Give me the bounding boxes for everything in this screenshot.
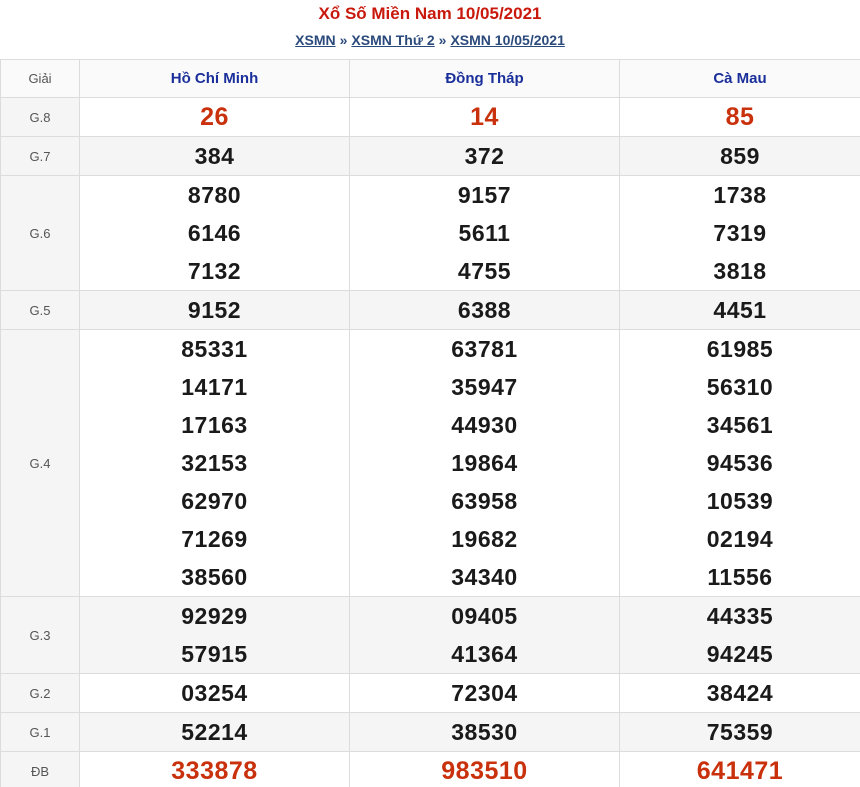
prize-column-header: Giải [1, 60, 80, 98]
result-cell [620, 674, 860, 713]
result-number: 10539 [706, 488, 774, 514]
result-cell [80, 98, 350, 137]
result-number: 41364 [451, 641, 518, 667]
result-number: 859 [720, 143, 760, 169]
breadcrumb-xsmn-thu2-link[interactable]: XSMN Thứ 2 [351, 32, 435, 48]
result-number: 6146 [187, 220, 242, 246]
breadcrumb-separator: » [438, 32, 447, 48]
breadcrumb [0, 28, 860, 52]
result-number: 09405 [451, 603, 518, 629]
result-number: 7132 [187, 258, 242, 284]
result-cell [620, 330, 860, 597]
table-header-row [1, 60, 860, 98]
result-cell [80, 137, 350, 176]
result-number: 8780 [187, 182, 242, 208]
result-number: 62970 [181, 488, 248, 514]
table-row [1, 176, 860, 291]
result-number: 641471 [696, 757, 784, 785]
prize-label: G.4 [1, 330, 80, 597]
result-number: 384 [194, 143, 235, 169]
results-table [0, 59, 860, 787]
prize-label: G.1 [1, 713, 80, 752]
page-title: Xổ Số Miền Nam 10/05/2021 [318, 4, 542, 23]
breadcrumb-separator: » [339, 32, 348, 48]
result-cell [350, 137, 620, 176]
result-number: 14171 [181, 374, 248, 400]
result-cell [80, 597, 350, 674]
result-number: 3818 [713, 258, 767, 284]
result-number: 19682 [451, 526, 518, 552]
table-row [1, 98, 860, 137]
result-number: 6388 [457, 297, 512, 323]
result-cell [350, 713, 620, 752]
province-header-ca-mau: Cà Mau [620, 60, 860, 98]
result-number: 4451 [713, 297, 767, 323]
result-cell [620, 137, 860, 176]
result-number: 75359 [706, 719, 774, 745]
result-number: 19864 [451, 450, 518, 476]
result-number: 38560 [181, 564, 248, 590]
result-number: 03254 [181, 680, 248, 706]
result-number: 1738 [713, 182, 767, 208]
result-cell [620, 713, 860, 752]
table-row [1, 597, 860, 674]
result-cell [620, 597, 860, 674]
result-number: 983510 [441, 757, 528, 785]
result-cell [620, 752, 860, 787]
prize-label: G.2 [1, 674, 80, 713]
result-number: 61985 [706, 336, 774, 362]
result-cell [350, 674, 620, 713]
table-row [1, 291, 860, 330]
result-number: 63781 [451, 336, 518, 362]
result-cell [80, 674, 350, 713]
result-cell [80, 330, 350, 597]
prize-label: G.5 [1, 291, 80, 330]
result-number: 17163 [181, 412, 248, 438]
result-number: 85 [725, 103, 755, 131]
result-cell [350, 330, 620, 597]
result-number: 52214 [181, 719, 248, 745]
result-number: 85331 [181, 336, 248, 362]
result-cell [350, 597, 620, 674]
table-row [1, 330, 860, 597]
result-cell [80, 291, 350, 330]
result-cell [80, 752, 350, 787]
table-row [1, 674, 860, 713]
result-number: 72304 [451, 680, 518, 706]
prize-label: G.8 [1, 98, 80, 137]
result-number: 14 [470, 103, 499, 131]
prize-label: G.3 [1, 597, 80, 674]
result-number: 34561 [706, 412, 774, 438]
prize-label: G.6 [1, 176, 80, 291]
breadcrumb-xsmn-link[interactable]: XSMN [295, 32, 336, 48]
result-number: 56310 [706, 374, 774, 400]
result-cell [80, 176, 350, 291]
result-number: 38424 [706, 680, 774, 706]
province-header-dong-thap: Đồng Tháp [350, 60, 620, 98]
result-number: 26 [200, 103, 229, 131]
province-header-ho-chi-minh: Hồ Chí Minh [80, 60, 350, 98]
result-number: 372 [464, 143, 505, 169]
result-cell [620, 291, 860, 330]
result-number: 57915 [181, 641, 248, 667]
result-number: 94245 [706, 641, 774, 667]
result-cell [620, 98, 860, 137]
result-number: 35947 [451, 374, 518, 400]
result-number: 4755 [457, 258, 512, 284]
result-cell [620, 176, 860, 291]
prize-label: G.7 [1, 137, 80, 176]
result-number: 7319 [713, 220, 767, 246]
result-number: 63958 [451, 488, 518, 514]
result-number: 02194 [706, 526, 774, 552]
result-number: 92929 [181, 603, 248, 629]
result-number: 44335 [706, 603, 774, 629]
result-number: 38530 [451, 719, 518, 745]
result-cell [350, 752, 620, 787]
table-row [1, 137, 860, 176]
table-row [1, 752, 860, 787]
result-number: 34340 [451, 564, 518, 590]
result-number: 9157 [457, 182, 512, 208]
result-number: 333878 [171, 757, 258, 785]
result-number: 32153 [181, 450, 248, 476]
result-number: 9152 [187, 297, 242, 323]
result-number: 44930 [451, 412, 518, 438]
result-number: 71269 [181, 526, 248, 552]
result-cell [80, 713, 350, 752]
result-cell [350, 176, 620, 291]
prize-label: ĐB [1, 752, 80, 787]
results-body [1, 98, 860, 787]
result-cell [350, 98, 620, 137]
result-number: 5611 [458, 220, 511, 246]
result-cell [350, 291, 620, 330]
table-row [1, 713, 860, 752]
breadcrumb-xsmn-date-link[interactable]: XSMN 10/05/2021 [450, 32, 565, 48]
result-number: 94536 [706, 450, 774, 476]
result-number: 11556 [707, 564, 773, 590]
